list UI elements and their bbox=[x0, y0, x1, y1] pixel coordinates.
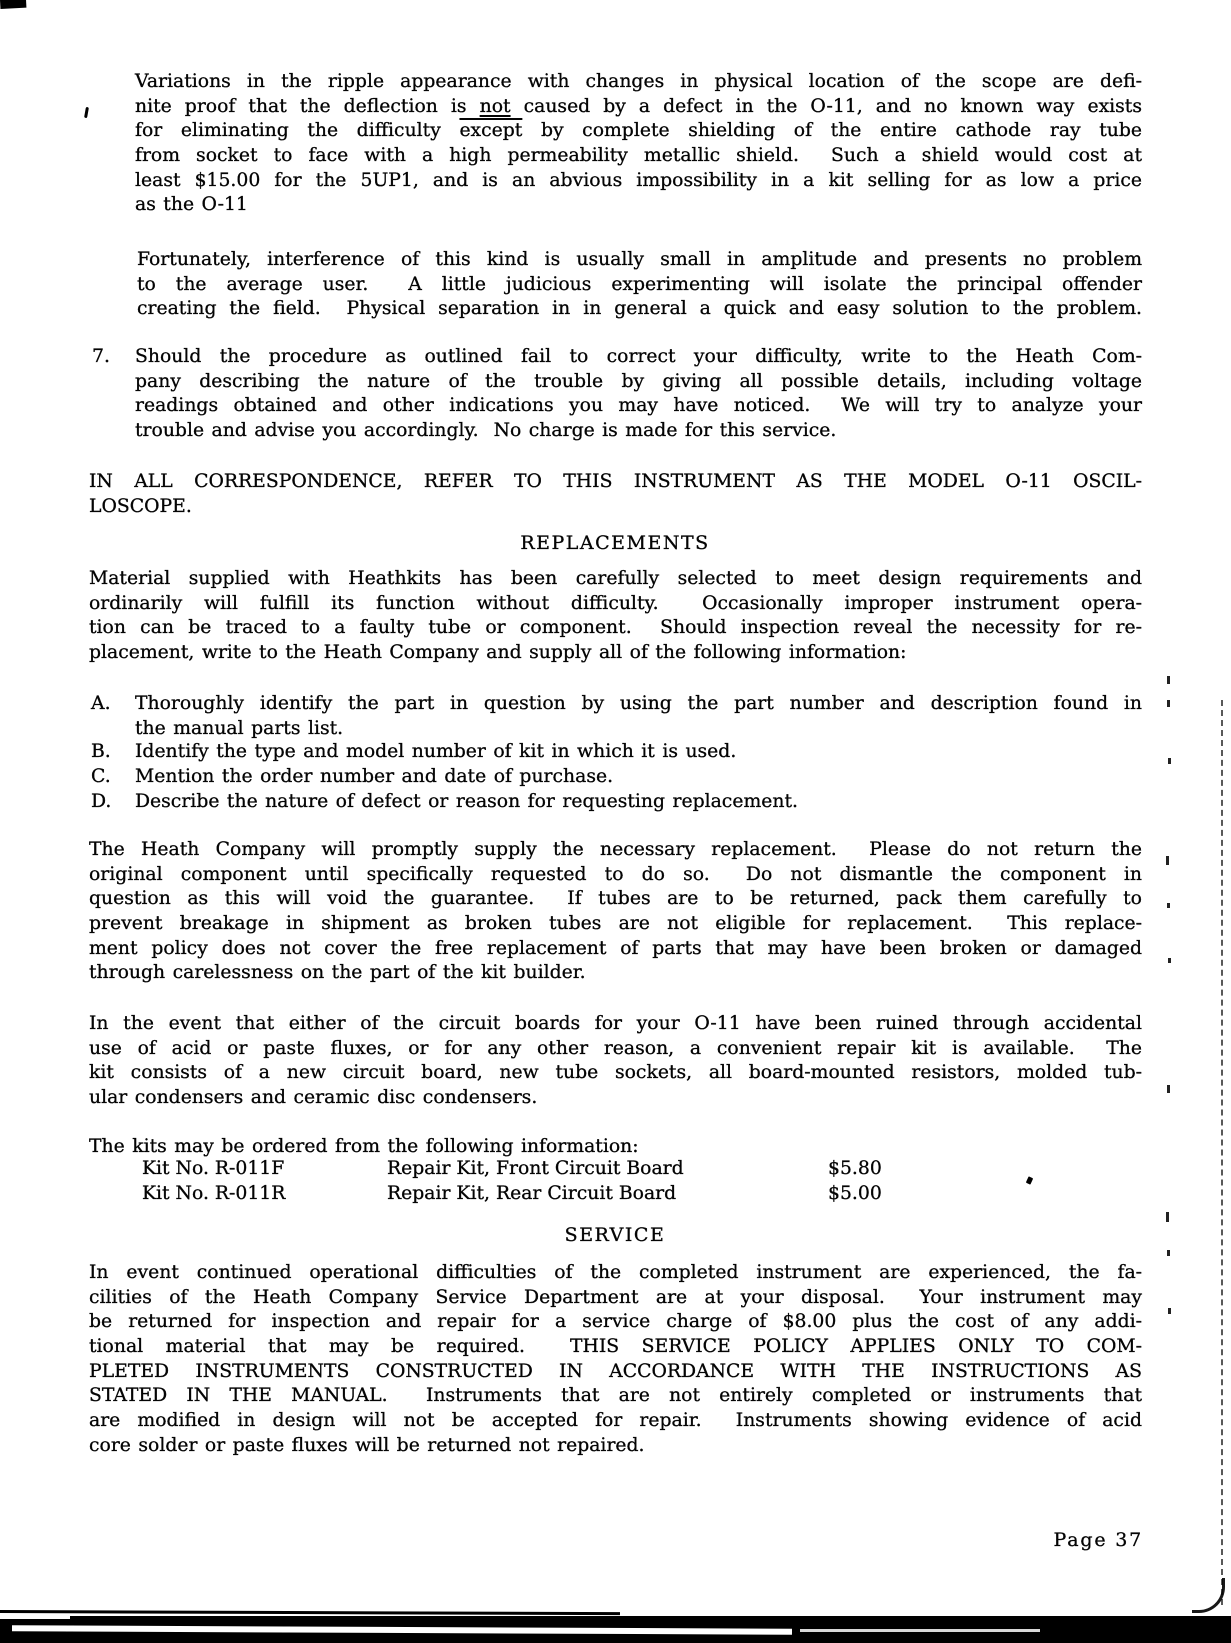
service-paragraph bbox=[89, 1261, 1142, 1459]
text-line: tional material that may be required. THIS SERVICE POLICY APPLIES ONLY TO COM- bbox=[89, 1336, 1142, 1358]
text-line: ular condensers and ceramic disc condensers. bbox=[89, 1087, 538, 1109]
text-line: Material supplied with Heathkits has been carefully selected to meet design requirements and bbox=[89, 568, 1142, 589]
lettered-item-a-text bbox=[135, 692, 1142, 741]
o-except-text: except bbox=[459, 120, 523, 142]
text-line: Mention the order number and date of purchase. bbox=[135, 766, 614, 787]
lettered-item-d-text bbox=[135, 790, 1142, 815]
scan-margin-tick bbox=[84, 107, 89, 118]
text-line: IN ALL CORRESPONDENCE, REFER TO THIS INSTRUMENT AS THE MODEL O-11 OSCIL- bbox=[89, 471, 1142, 492]
scan-bottom-bar bbox=[0, 1616, 1231, 1643]
kit-table-row bbox=[89, 1158, 1142, 1183]
text-line: use of acid or paste fluxes, or for any other reason, a convenient repair kit is available. The bbox=[89, 1037, 1142, 1059]
text-line: pany describing the nature of the trouble by giving all possible details, including voltage bbox=[135, 370, 1142, 392]
replacement-policy-paragraph bbox=[89, 838, 1142, 986]
scan-speck bbox=[1166, 1212, 1169, 1222]
text-line: Fortunately, interference of this kind is usually small in amplitude and presents no problem bbox=[137, 249, 1142, 270]
text-line: placement, write to the Heath Company and supply all of the following information: bbox=[89, 642, 907, 664]
text-line: Identify the type and model number of kit in which it is used. bbox=[135, 741, 737, 762]
text-line: ordinarily will fulfill its function without difficulty. Occasionally improper instrument opera- bbox=[89, 592, 1142, 614]
text-line: The kits may be ordered from the following information: bbox=[89, 1136, 639, 1157]
kit-description: Repair Kit, Front Circuit Board bbox=[387, 1158, 684, 1179]
text-line bbox=[135, 95, 1142, 120]
page-number: Page 37 bbox=[1053, 1529, 1143, 1551]
text-segment: by complete shielding of the entire cathode ray tube bbox=[522, 120, 1142, 142]
interference-paragraph bbox=[137, 248, 1142, 322]
text-line: as the O-11 bbox=[135, 194, 248, 216]
text-line: prevent breakage in shipment as broken tubes are not eligible for replacement. This replace- bbox=[89, 913, 1142, 935]
scan-bar-gap bbox=[0, 1616, 70, 1619]
scan-bar-gap bbox=[800, 1629, 1040, 1632]
scan-speck bbox=[1166, 856, 1169, 865]
text-line: trouble and advise you accordingly. No charge is made for this service. bbox=[135, 420, 837, 442]
scan-bar-gap bbox=[12, 1625, 792, 1634]
text-line: The Heath Company will promptly supply the necessary replacement. Please do not return the bbox=[89, 839, 1142, 860]
scan-speck bbox=[1168, 758, 1171, 764]
replacements-intro-paragraph bbox=[89, 567, 1142, 666]
kit-description: Repair Kit, Rear Circuit Board bbox=[387, 1183, 677, 1204]
repair-kit-paragraph bbox=[89, 1012, 1142, 1111]
scan-speck bbox=[1167, 903, 1170, 908]
text-line: kit consists of a new circuit board, new tube sockets, all board-mounted resistors, molded tub- bbox=[89, 1062, 1142, 1084]
text-line: Thoroughly identify the part in question by using the part number and description found in bbox=[135, 693, 1142, 714]
scan-page-edge-line bbox=[1221, 700, 1223, 1605]
scan-speck bbox=[1168, 1308, 1171, 1314]
item-letter: C. bbox=[91, 766, 111, 787]
text-line: the manual parts list. bbox=[135, 717, 344, 739]
text-line: are modified in design will not be accepted for repair. Instruments showing evidence of acid bbox=[89, 1410, 1142, 1432]
text-line: least $15.00 for the 5UP1, and is an abvious impossibility in a kit selling for as low a price bbox=[135, 169, 1142, 191]
item-letter: A. bbox=[91, 693, 111, 714]
text-line: Variations in the ripple appearance with changes in physical location of the scope are defi- bbox=[135, 71, 1142, 92]
text-line: cilities of the Heath Company Service Department are at your disposal. Your instrument may bbox=[89, 1286, 1142, 1308]
text-line bbox=[135, 119, 1142, 144]
text-line: be returned for inspection and repair for a service charge of $8.00 plus the cost of any addi- bbox=[89, 1311, 1142, 1333]
scan-speck bbox=[1167, 1250, 1170, 1256]
ripple-paragraph bbox=[135, 70, 1142, 218]
text-line: from socket to face with a high permeability metallic shield. Such a shield would cost at bbox=[135, 145, 1142, 167]
text-line: ment policy does not cover the free replacement of parts that may have been broken or damaged bbox=[89, 937, 1142, 959]
kit-price: $5.80 bbox=[828, 1158, 882, 1179]
replacements-heading: REPLACEMENTS bbox=[520, 532, 710, 554]
scan-bottom-streak bbox=[0, 1610, 620, 1615]
text-line: PLETED INSTRUMENTS CONSTRUCTED IN ACCORDANCE WITH THE INSTRUCTIONS AS bbox=[89, 1360, 1142, 1382]
kits-intro-line bbox=[89, 1135, 1142, 1160]
text-line: Should the procedure as outlined fail to correct your difficulty, write to the Heath Com- bbox=[135, 346, 1142, 367]
scan-speck bbox=[1168, 958, 1171, 963]
kit-number: Kit No. R-011R bbox=[142, 1183, 286, 1204]
item-letter: D. bbox=[91, 791, 112, 812]
kit-price: $5.00 bbox=[828, 1183, 882, 1204]
scan-corner-mark bbox=[0, 0, 26, 9]
u-not-text: not bbox=[479, 95, 511, 117]
text-segment: nite proof that the deflection is bbox=[135, 95, 480, 117]
scan-speck bbox=[1167, 676, 1170, 684]
text-line: readings obtained and other indications you may have noticed. We will try to analyze your bbox=[135, 395, 1142, 417]
text-line: original component until specifically requested to do so. Do not dismantle the component in bbox=[89, 863, 1142, 885]
lettered-item-c-text bbox=[135, 765, 1142, 790]
correspondence-note bbox=[89, 470, 1142, 519]
lettered-item-b-text bbox=[135, 740, 1142, 765]
item-letter: B. bbox=[91, 741, 111, 762]
item-7-text bbox=[135, 345, 1142, 444]
scan-page-edge-curve bbox=[1192, 1578, 1225, 1613]
text-line: In the event that either of the circuit boards for your O-11 have been ruined through accidental bbox=[89, 1013, 1142, 1034]
text-line: core solder or paste fluxes will be returned not repaired. bbox=[89, 1434, 645, 1456]
text-line: creating the field. Physical separation in in general a quick and easy solution to the problem. bbox=[137, 298, 1142, 320]
text-line: question as this will void the guarantee. If tubes are to be returned, pack them carefully to bbox=[89, 888, 1142, 910]
text-line: tion can be traced to a faulty tube or component. Should inspection reveal the necessity for re- bbox=[89, 617, 1142, 639]
text-line: Describe the nature of defect or reason for requesting replacement. bbox=[135, 791, 798, 812]
service-heading: SERVICE bbox=[564, 1224, 666, 1246]
text-segment: caused by a defect in the O-11, and no known way exists bbox=[510, 95, 1142, 117]
text-line: STATED IN THE MANUAL. Instruments that are not entirely completed or instruments that bbox=[89, 1385, 1142, 1407]
scan-speck bbox=[1167, 700, 1170, 707]
text-line: LOSCOPE. bbox=[89, 495, 192, 517]
text-line: In event continued operational difficulties of the completed instrument are experienced, the fa- bbox=[89, 1262, 1142, 1283]
text-segment: for eliminating the difficulty bbox=[135, 120, 460, 142]
text-line: to the average user. A little judicious experimenting will isolate the principal offender bbox=[137, 273, 1142, 295]
scan-speck bbox=[1167, 1085, 1170, 1093]
kit-number: Kit No. R-011F bbox=[142, 1158, 285, 1179]
item-number: 7. bbox=[92, 346, 110, 367]
text-line: through carelessness on the part of the kit builder. bbox=[89, 962, 586, 984]
kit-table-row bbox=[89, 1183, 1142, 1208]
